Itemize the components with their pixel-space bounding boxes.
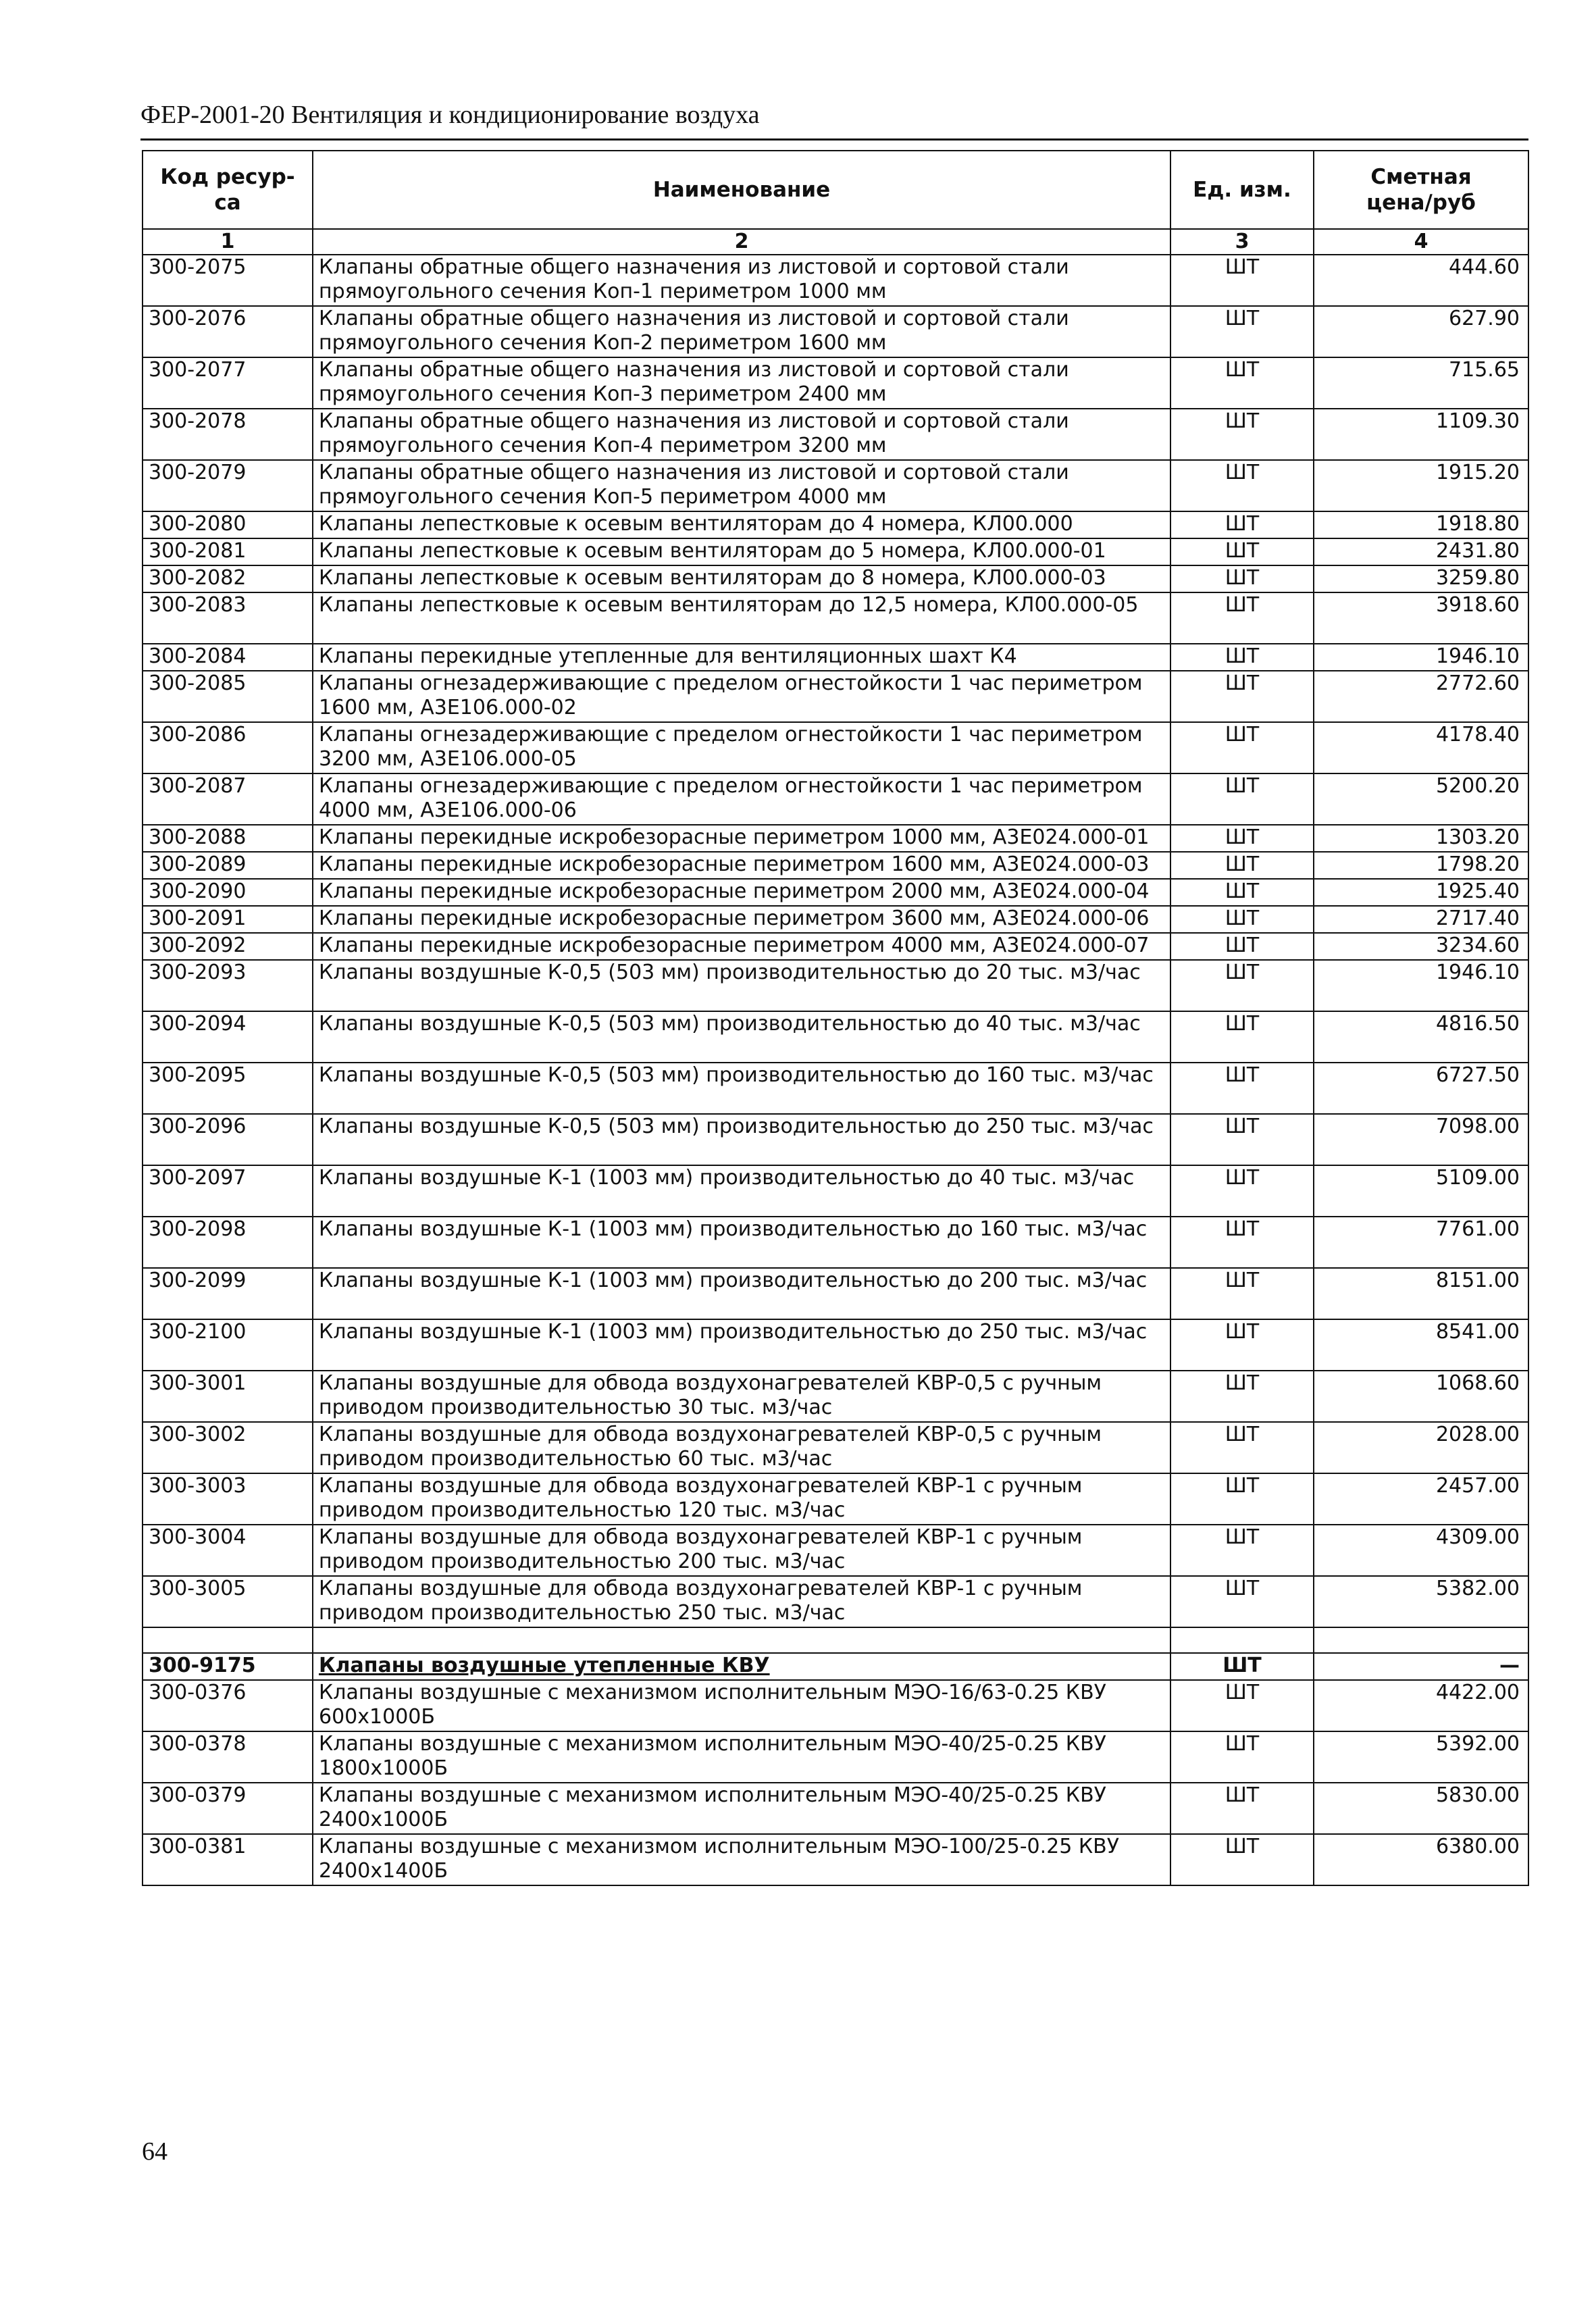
estimated-price: 1925.40 [1314,879,1528,906]
resource-name: Клапаны огнезадерживающие с пределом огнестойкости 1 час периметром 1600 мм, А3Е106.000-02 [313,671,1170,722]
unit-of-measure: ШТ [1170,511,1314,538]
table-row [143,1268,1528,1319]
estimated-price: 4178.40 [1314,722,1528,773]
unit-of-measure: ШТ [1170,1680,1314,1731]
resource-name: Клапаны перекидные искробезорасные периметром 3600 мм, А3Е024.000-06 [313,906,1170,933]
unit-of-measure: ШТ [1170,1783,1314,1834]
estimated-price: 715.65 [1314,357,1528,409]
unit-of-measure: ШТ [1170,906,1314,933]
resource-code: 300-2096 [143,1114,313,1165]
table-row [143,1680,1528,1731]
resource-name: Клапаны воздушные К-1 (1003 мм) производительностью до 160 тыс. м3/час [313,1217,1170,1268]
resource-code: 300-3001 [143,1371,313,1422]
estimated-price: 1109.30 [1314,409,1528,460]
resource-code: 300-2078 [143,409,313,460]
resource-name: Клапаны огнезадерживающие с пределом огнестойкости 1 час периметром 3200 мм, А3Е106.000-05 [313,722,1170,773]
header-rule [140,138,1528,141]
resource-code: 300-2089 [143,852,313,879]
resource-name: Клапаны огнезадерживающие с пределом огнестойкости 1 час периметром 4000 мм, А3Е106.000-06 [313,773,1170,825]
table-row [143,852,1528,879]
table-row [143,1834,1528,1885]
estimated-price: 3918.60 [1314,592,1528,644]
estimated-price: 7098.00 [1314,1114,1528,1165]
unit-of-measure: ШТ [1170,1525,1314,1576]
unit-of-measure: ШТ [1170,825,1314,852]
estimated-price: 627.90 [1314,306,1528,357]
resource-code: 300-2082 [143,565,313,592]
table-row [143,1731,1528,1783]
table-row [143,825,1528,852]
unit-of-measure: ШТ [1170,773,1314,825]
table-row [143,879,1528,906]
resource-name: Клапаны обратные общего назначения из листовой и сортовой стали прямоугольного сечения Коп-3 периметром 2400 мм [313,357,1170,409]
table-row [143,1422,1528,1473]
estimated-price: 2717.40 [1314,906,1528,933]
unit-of-measure: ШТ [1170,1834,1314,1885]
resource-name: Клапаны перекидные искробезорасные периметром 1600 мм, А3Е024.000-03 [313,852,1170,879]
estimated-price: 1798.20 [1314,852,1528,879]
price-table [142,150,1529,1886]
resource-code: 300-2100 [143,1319,313,1371]
resource-code: 300-3003 [143,1473,313,1525]
resource-code: 300-2088 [143,825,313,852]
estimated-price: 4309.00 [1314,1525,1528,1576]
estimated-price: 7761.00 [1314,1217,1528,1268]
resource-name: Клапаны воздушные с механизмом исполнительным МЭО-16/63-0.25 КВУ 600х1000Б [313,1680,1170,1731]
resource-name: Клапаны лепестковые к осевым вентиляторам до 12,5 номера, КЛ00.000-05 [313,592,1170,644]
column-number: 1 [143,229,313,255]
column-number: 3 [1170,229,1314,255]
estimated-price: 6380.00 [1314,1834,1528,1885]
estimated-price: 5392.00 [1314,1731,1528,1783]
unit-of-measure: ШТ [1170,671,1314,722]
resource-name: Клапаны воздушные для обвода воздухонагревателей КВР-0,5 с ручным приводом производительностью 30 тыс. м3/час [313,1371,1170,1422]
resource-name: Клапаны обратные общего назначения из листовой и сортовой стали прямоугольного сечения Коп-5 периметром 4000 мм [313,460,1170,511]
table-row [143,511,1528,538]
empty-cell [1170,1627,1314,1653]
resource-code: 300-2094 [143,1011,313,1063]
resource-name: Клапаны лепестковые к осевым вентиляторам до 4 номера, КЛ00.000 [313,511,1170,538]
estimated-price: 2772.60 [1314,671,1528,722]
unit-of-measure: ШТ [1170,1063,1314,1114]
unit-of-measure: ШТ [1170,1011,1314,1063]
column-number-row [143,229,1528,255]
table-row [143,1783,1528,1834]
page-header-title: ФЕР-2001-20 Вентиляция и кондиционирование воздуха [140,101,760,129]
table-row [143,671,1528,722]
estimated-price: 444.60 [1314,255,1528,306]
resource-code: 300-2077 [143,357,313,409]
unit-of-measure: ШТ [1170,644,1314,671]
table-row [143,1217,1528,1268]
estimated-price: 8541.00 [1314,1319,1528,1371]
table-row [143,906,1528,933]
estimated-price: 2431.80 [1314,538,1528,565]
resource-name: Клапаны воздушные для обвода воздухонагревателей КВР-1 с ручным приводом производительностью 120 тыс. м3/час [313,1473,1170,1525]
table-body [143,229,1528,1885]
resource-code: 300-2075 [143,255,313,306]
resource-name: Клапаны воздушные для обвода воздухонагревателей КВР-1 с ручным приводом производительностью 250 тыс. м3/час [313,1576,1170,1627]
table-row [143,538,1528,565]
column-header-unit: Ед. изм. [1170,151,1314,229]
resource-code: 300-3002 [143,1422,313,1473]
resource-name: Клапаны воздушные К-0,5 (503 мм) производительностью до 250 тыс. м3/час [313,1114,1170,1165]
resource-name: Клапаны воздушные с механизмом исполнительным МЭО-100/25-0.25 КВУ 2400х1400Б [313,1834,1170,1885]
unit-of-measure: ШТ [1170,538,1314,565]
resource-code: 300-2079 [143,460,313,511]
empty-cell [313,1627,1170,1653]
estimated-price: — [1314,1653,1528,1680]
unit-of-measure: ШТ [1170,879,1314,906]
estimated-price: 6727.50 [1314,1063,1528,1114]
unit-of-measure: ШТ [1170,852,1314,879]
estimated-price: 1303.20 [1314,825,1528,852]
table-row [143,565,1528,592]
resource-code: 300-2097 [143,1165,313,1217]
unit-of-measure: ШТ [1170,1576,1314,1627]
unit-of-measure: ШТ [1170,1114,1314,1165]
page-number: 64 [142,2137,168,2166]
resource-code: 300-2076 [143,306,313,357]
table-row [143,773,1528,825]
column-number: 4 [1314,229,1528,255]
estimated-price: 2457.00 [1314,1473,1528,1525]
unit-of-measure: ШТ [1170,306,1314,357]
unit-of-measure: ШТ [1170,1473,1314,1525]
resource-name: Клапаны обратные общего назначения из листовой и сортовой стали прямоугольного сечения Коп-2 периметром 1600 мм [313,306,1170,357]
resource-name: Клапаны воздушные К-0,5 (503 мм) производительностью до 20 тыс. м3/час [313,960,1170,1011]
unit-of-measure: ШТ [1170,592,1314,644]
table-row [143,1371,1528,1422]
table-row [143,1473,1528,1525]
estimated-price: 3234.60 [1314,933,1528,960]
resource-code: 300-2087 [143,773,313,825]
resource-code: 300-2080 [143,511,313,538]
blank-row [143,1627,1528,1653]
table-row [143,1319,1528,1371]
unit-of-measure: ШТ [1170,255,1314,306]
estimated-price: 2028.00 [1314,1422,1528,1473]
resource-name: Клапаны воздушные К-0,5 (503 мм) производительностью до 160 тыс. м3/час [313,1063,1170,1114]
unit-of-measure: ШТ [1170,1217,1314,1268]
column-header-code: Код ресур- са [143,151,313,229]
estimated-price: 4816.50 [1314,1011,1528,1063]
unit-of-measure: ШТ [1170,1422,1314,1473]
resource-code: 300-2085 [143,671,313,722]
estimated-price: 1915.20 [1314,460,1528,511]
estimated-price: 4422.00 [1314,1680,1528,1731]
estimated-price: 5830.00 [1314,1783,1528,1834]
resource-code: 300-2095 [143,1063,313,1114]
resource-name: Клапаны перекидные утепленные для вентиляционных шахт К4 [313,644,1170,671]
table-row [143,933,1528,960]
resource-code: 300-2099 [143,1268,313,1319]
resource-code: 300-0381 [143,1834,313,1885]
resource-code: 300-0379 [143,1783,313,1834]
unit-of-measure: ШТ [1170,409,1314,460]
resource-code: 300-2086 [143,722,313,773]
estimated-price: 3259.80 [1314,565,1528,592]
unit-of-measure: ШТ [1170,565,1314,592]
estimated-price: 1918.80 [1314,511,1528,538]
group-row [143,1653,1528,1680]
unit-of-measure: ШТ [1170,960,1314,1011]
resource-code: 300-3004 [143,1525,313,1576]
resource-name: Клапаны воздушные с механизмом исполнительным МЭО-40/25-0.25 КВУ 1800х1000Б [313,1731,1170,1783]
unit-of-measure: ШТ [1170,933,1314,960]
resource-name: Клапаны воздушные К-1 (1003 мм) производительностью до 250 тыс. м3/час [313,1319,1170,1371]
resource-name: Клапаны перекидные искробезорасные периметром 2000 мм, А3Е024.000-04 [313,879,1170,906]
estimated-price: 5200.20 [1314,773,1528,825]
estimated-price: 5109.00 [1314,1165,1528,1217]
table-row [143,409,1528,460]
table-row [143,1063,1528,1114]
resource-code: 300-2081 [143,538,313,565]
resource-name: Клапаны воздушные К-1 (1003 мм) производительностью до 40 тыс. м3/час [313,1165,1170,1217]
resource-name: Клапаны воздушные для обвода воздухонагревателей КВР-0,5 с ручным приводом производительностью 60 тыс. м3/час [313,1422,1170,1473]
resource-code: 300-0376 [143,1680,313,1731]
table-row [143,592,1528,644]
resource-code: 300-9175 [143,1653,313,1680]
unit-of-measure: ШТ [1170,1268,1314,1319]
resource-name: Клапаны воздушные с механизмом исполнительным МЭО-40/25-0.25 КВУ 2400х1000Б [313,1783,1170,1834]
unit-of-measure: ШТ [1170,1731,1314,1783]
unit-of-measure: ШТ [1170,460,1314,511]
resource-code: 300-2098 [143,1217,313,1268]
estimated-price: 8151.00 [1314,1268,1528,1319]
table-row [143,1011,1528,1063]
unit-of-measure: ШТ [1170,1165,1314,1217]
table-row [143,460,1528,511]
table-row [143,255,1528,306]
column-header-name: Наименование [313,151,1170,229]
estimated-price: 1946.10 [1314,644,1528,671]
table-row [143,306,1528,357]
resource-name: Клапаны перекидные искробезорасные периметром 4000 мм, А3Е024.000-07 [313,933,1170,960]
resource-name: Клапаны перекидные искробезорасные периметром 1000 мм, А3Е024.000-01 [313,825,1170,852]
table-row [143,722,1528,773]
column-header-price: Сметная цена/руб [1314,151,1528,229]
estimated-price: 5382.00 [1314,1576,1528,1627]
unit-of-measure: ШТ [1170,1653,1314,1680]
estimated-price: 1946.10 [1314,960,1528,1011]
resource-name: Клапаны воздушные К-1 (1003 мм) производительностью до 200 тыс. м3/час [313,1268,1170,1319]
column-number: 2 [313,229,1170,255]
resource-name: Клапаны воздушные К-0,5 (503 мм) производительностью до 40 тыс. м3/час [313,1011,1170,1063]
table-header-row [143,151,1528,229]
table-row [143,357,1528,409]
resource-code: 300-0378 [143,1731,313,1783]
empty-cell [1314,1627,1528,1653]
empty-cell [143,1627,313,1653]
unit-of-measure: ШТ [1170,1319,1314,1371]
resource-code: 300-2084 [143,644,313,671]
resource-name: Клапаны обратные общего назначения из листовой и сортовой стали прямоугольного сечения Коп-4 периметром 3200 мм [313,409,1170,460]
resource-name: Клапаны обратные общего назначения из листовой и сортовой стали прямоугольного сечения Коп-1 периметром 1000 мм [313,255,1170,306]
unit-of-measure: ШТ [1170,1371,1314,1422]
resource-code: 300-2091 [143,906,313,933]
table-row [143,1114,1528,1165]
resource-code: 300-2090 [143,879,313,906]
unit-of-measure: ШТ [1170,722,1314,773]
unit-of-measure: ШТ [1170,357,1314,409]
resource-name: Клапаны лепестковые к осевым вентиляторам до 5 номера, КЛ00.000-01 [313,538,1170,565]
resource-code: 300-3005 [143,1576,313,1627]
resource-code: 300-2093 [143,960,313,1011]
table-row [143,1576,1528,1627]
table-row [143,960,1528,1011]
estimated-price: 1068.60 [1314,1371,1528,1422]
resource-code: 300-2083 [143,592,313,644]
resource-name: Клапаны воздушные для обвода воздухонагревателей КВР-1 с ручным приводом производительностью 200 тыс. м3/час [313,1525,1170,1576]
table-row [143,1165,1528,1217]
resource-name: Клапаны лепестковые к осевым вентиляторам до 8 номера, КЛ00.000-03 [313,565,1170,592]
table-row [143,644,1528,671]
table-row [143,1525,1528,1576]
resource-name: Клапаны воздушные утепленные КВУ [313,1653,1170,1680]
resource-code: 300-2092 [143,933,313,960]
